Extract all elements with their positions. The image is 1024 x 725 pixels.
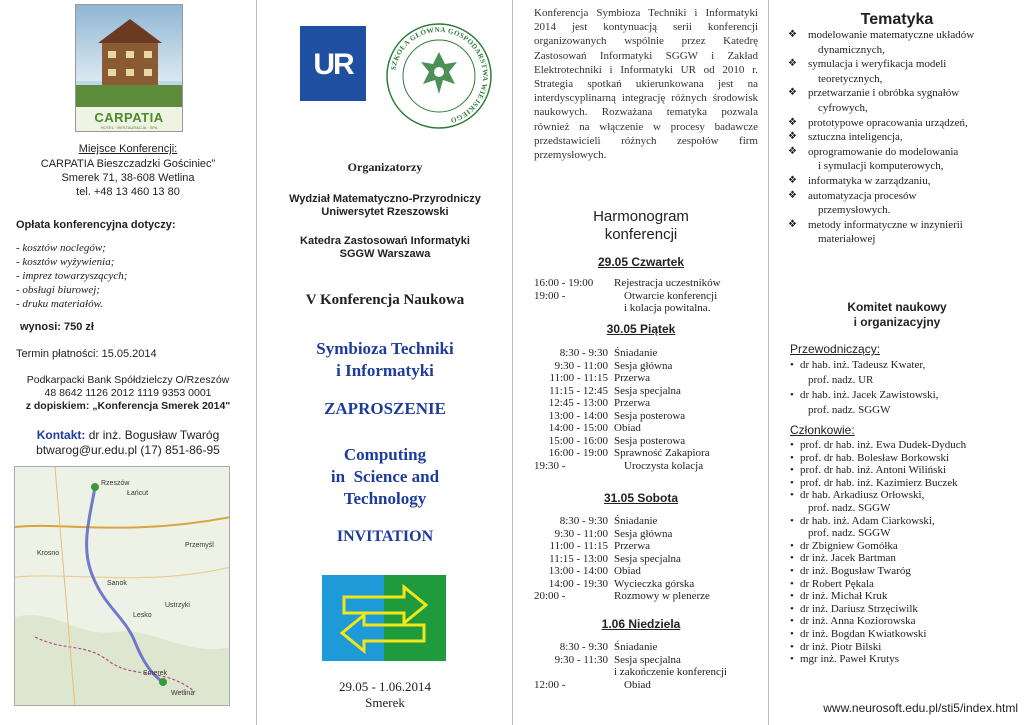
schedule-row	[534, 515, 764, 528]
schedule-time: 13:00 - 14:00	[548, 565, 608, 577]
schedule-event: Sesja główna	[614, 359, 673, 372]
chair-item	[790, 358, 1020, 388]
fold-line	[256, 0, 257, 725]
person-title: prof. nadz. SGGW	[808, 527, 891, 540]
website-url: www.neurosoft.edu.pl/sti5/index.html	[823, 701, 1018, 715]
schedule-title-line-2: konferencji	[604, 226, 678, 243]
topic-text: modelowanie matematyczne układów	[808, 29, 975, 41]
person-name: dr hab. Arkadiusz Orłowski,	[800, 489, 925, 502]
diamond-bullet-icon: ❖	[788, 218, 797, 230]
transfer-note: z dopiskiem: „Konferencja Smerek 2014"	[25, 400, 231, 412]
organizer-1-line-1: Wydział Matematyczno-Przyrodniczy	[289, 193, 481, 205]
schedule-row	[534, 641, 764, 654]
topic-text-cont: teoretycznych,	[818, 72, 883, 85]
sggw-logo	[385, 22, 493, 130]
topic-text: metody informatyczne w inzynierii	[808, 218, 963, 231]
day-heading: 30.05 Piątek	[606, 322, 676, 336]
day-schedule	[534, 515, 764, 603]
person-name: dr hab. inż. Jacek Zawistowski,	[800, 389, 939, 401]
fee-item: - obsługi biurowej;	[16, 283, 246, 297]
schedule-row	[534, 277, 764, 290]
person-name: dr inż. Bogdan Kwiatkowski	[800, 627, 927, 640]
schedule-time: 12:45 - 13:00	[548, 397, 608, 409]
fee-item: - kosztów wyżywienia;	[16, 255, 246, 269]
topic-item	[788, 86, 1018, 115]
person-name: dr hab. inż. Tadeusz Kwater,	[800, 359, 926, 371]
schedule-time: 19:00 -	[534, 289, 566, 302]
schedule-event: Przerwa	[614, 397, 651, 409]
schedule-row	[534, 302, 764, 315]
members-label: Członkowie:	[790, 423, 855, 437]
schedule-row	[534, 397, 764, 410]
map-label: Rzeszów	[101, 480, 130, 487]
topic-item	[788, 28, 1018, 57]
conference-name-en-2: in Science and	[330, 467, 440, 486]
topics-column	[770, 0, 1024, 725]
schedule-time: 11:15 - 13:00	[549, 552, 608, 565]
diamond-bullet-icon: ❖	[788, 116, 797, 128]
member-item	[790, 477, 1020, 490]
members-list	[790, 439, 1020, 666]
schedule-event: Obiad	[614, 422, 641, 434]
conference-name-pl-1: Symbioza Techniki	[316, 339, 454, 358]
hotel-photo	[75, 4, 183, 132]
person-name: dr inż. Piotr Bilski	[800, 640, 882, 653]
fee-heading: Opłata konferencyjna dotyczy:	[16, 219, 176, 231]
schedule-time	[534, 666, 614, 679]
schedule-row	[534, 422, 764, 435]
schedule-row	[534, 666, 764, 679]
invitation-en: INVITATION	[336, 528, 434, 545]
schedule-event: Sesja specjalna	[614, 384, 681, 397]
member-item	[790, 590, 1020, 603]
venue-phone: tel. +48 13 460 13 80	[76, 186, 180, 198]
schedule-event: Sesja główna	[614, 527, 673, 540]
member-item	[790, 565, 1020, 578]
member-item	[790, 515, 1020, 540]
fee-items	[16, 241, 246, 311]
intro-paragraph: Konferencja Symbioza Techniki i Informatyki 2014 jest kontynuacją serii konferencji organizowanych wspólnie przez Katedrę Zastosowań Informatyki SGGW i Zakład Elektrotechniki i Informatyki UR od 2010 r. Strategia spotkań ukierunkowana jest na interdyscyplinarną integrację różnych środowisk naukowych. Rozważana tematyka pozwala również na włączenie w procesy badawcze przedstawicieli różnych zespołów firm przemysłowych.	[534, 7, 758, 162]
person-name: dr inż. Dariusz Strzęciwilk	[800, 602, 918, 615]
topic-item	[788, 174, 1018, 189]
member-item	[790, 552, 1020, 565]
schedule-row	[534, 447, 764, 460]
committee-heading-line-2: i organizacyjny	[853, 315, 941, 329]
member-item	[790, 641, 1020, 654]
committee-heading	[770, 300, 1024, 330]
topic-item	[788, 218, 1018, 247]
diamond-bullet-icon: ❖	[788, 145, 797, 157]
day-schedule	[534, 277, 764, 315]
topic-text: symulacja i weryfikacja modeli	[808, 58, 947, 71]
schedule-time	[534, 302, 614, 315]
schedule-event: Obiad	[624, 678, 651, 691]
schedule-row	[534, 410, 764, 423]
topics-list	[788, 28, 1018, 247]
venue-address: Smerek 71, 38-608 Wetlina	[61, 172, 195, 184]
schedule-row	[534, 372, 764, 385]
sggw-ring-text: SZKOŁA GŁÓWNA GOSPODARSTWA WIEJSKIEGO	[389, 25, 490, 125]
map-label: Krosno	[37, 550, 60, 557]
schedule-time: 13:00 - 14:00	[548, 409, 608, 422]
member-item	[790, 603, 1020, 616]
committee-heading-line-1: Komitet naukowy	[847, 300, 947, 314]
day-heading: 29.05 Czwartek	[597, 255, 685, 269]
topic-text: automatyzacja procesów	[808, 189, 917, 202]
schedule-event: Sprawność Zakapiora	[614, 447, 710, 459]
schedule-event: Uroczysta kolacja	[624, 459, 704, 472]
organizer-2-line-1: Katedra Zastosowań Informatyki	[300, 235, 470, 247]
member-item	[790, 464, 1020, 477]
schedule-time: 14:00 - 15:00	[548, 422, 608, 434]
schedule-row	[534, 435, 764, 448]
person-name: prof. dr hab. inż. Antoni Wiliński	[800, 464, 947, 477]
organizer-1-line-2: Uniwersytet Rzeszowski	[321, 206, 449, 218]
contact-person: dr inż. Bogusław Twaróg	[88, 428, 220, 442]
person-name: dr inż. Anna Koziorowska	[800, 615, 916, 628]
schedule-row	[534, 460, 764, 473]
day-schedule	[534, 347, 764, 472]
schedule-time: 11:00 - 11:15	[549, 372, 608, 384]
diamond-bullet-icon: ❖	[788, 174, 797, 186]
person-name: dr Zbigniew Gomółka	[800, 539, 898, 552]
schedule-time: 8:30 - 9:30	[559, 347, 608, 359]
schedule-row	[534, 360, 764, 373]
schedule-time: 8:30 - 9:30	[559, 641, 608, 653]
topic-text: prototypowe opracowania urządzeń,	[808, 116, 968, 129]
organizers-heading: Organizatorzy	[347, 160, 423, 174]
person-name: dr inż. Bogusław Twaróg	[800, 564, 911, 577]
fold-line	[512, 0, 513, 725]
schedule-time: 8:30 - 9:30	[559, 515, 608, 527]
member-item	[790, 439, 1020, 452]
person-name: prof. dr hab. Bolesław Borkowski	[800, 451, 950, 464]
conference-place: Smerek	[365, 695, 405, 710]
topics-heading: Tematyka	[860, 11, 934, 28]
map-label: Lesko	[133, 612, 152, 619]
schedule-event: Śniadanie	[614, 641, 658, 653]
schedule-time: 11:15 - 12:45	[549, 384, 608, 397]
diamond-bullet-icon: ❖	[788, 131, 797, 143]
schedule-time: 11:00 - 11:15	[549, 540, 608, 552]
ur-logo	[300, 26, 366, 101]
schedule-event: Przerwa	[614, 372, 651, 384]
topic-item	[788, 130, 1018, 145]
carpatia-logo: CARPATIA	[94, 110, 164, 125]
map-label: Ustrzyki	[165, 602, 190, 609]
day-heading: 1.06 Niedziela	[601, 617, 681, 631]
schedule-time: 15:00 - 16:00	[548, 434, 608, 447]
schedule-event: Sesja specjalna	[614, 653, 681, 666]
topic-text-cont: cyfrowych,	[818, 101, 868, 114]
schedule-row	[534, 590, 764, 603]
person-title: prof. nadz. UR	[808, 374, 874, 386]
topic-item	[788, 189, 1018, 218]
map-label: Łańcut	[127, 490, 149, 497]
schedule-row	[534, 528, 764, 541]
schedule-event: Rozmowy w plenerze	[614, 590, 710, 602]
schedule-event: Wycieczka górska	[614, 577, 695, 590]
person-name: mgr inż. Paweł Krutys	[800, 653, 899, 666]
day-heading: 31.05 Sobota	[603, 491, 679, 505]
route-map	[14, 466, 230, 706]
fee-item: - druku materiałów.	[16, 297, 246, 311]
person-name: dr inż. Michał Kruk	[800, 590, 888, 603]
conference-name-en-3: Technology	[343, 489, 427, 508]
schedule-row	[534, 654, 764, 667]
fee-amount: wynosi: 750 zł	[20, 321, 94, 333]
member-item	[790, 578, 1020, 591]
topic-item	[788, 57, 1018, 86]
schedule-time: 14:00 - 19:30	[548, 577, 608, 590]
schedule-row	[534, 290, 764, 303]
schedule-event: Obiad	[614, 565, 641, 577]
topic-text: przetwarzanie i obróbka sygnałów	[808, 87, 960, 100]
schedule-time: 19:30 -	[534, 459, 566, 472]
schedule-row	[534, 679, 764, 692]
schedule-time: 9:30 - 11:00	[554, 527, 608, 540]
person-name: prof. dr hab. inż. Ewa Dudek-Dyduch	[800, 439, 967, 451]
contact-line	[0, 428, 256, 442]
schedule-title-line-1: Harmonogram	[593, 208, 689, 225]
topic-text: sztuczna inteligencja,	[808, 131, 903, 144]
schedule-event: Rejestracja uczestników	[614, 277, 721, 289]
payment-deadline: Termin płatności: 15.05.2014	[16, 348, 157, 360]
venue-column	[0, 0, 256, 725]
topic-item	[788, 145, 1018, 174]
fee-item: - kosztów noclegów;	[16, 241, 246, 255]
member-item	[790, 615, 1020, 628]
schedule-time: 9:30 - 11:00	[554, 359, 608, 372]
program-column	[514, 0, 768, 725]
schedule-time: 12:00 -	[534, 678, 566, 691]
schedule-row	[534, 385, 764, 398]
member-item	[790, 489, 1020, 514]
topic-text-cont: materiałowej	[818, 233, 876, 246]
schedule-time: 16:00 - 19:00	[548, 447, 608, 459]
member-item	[790, 628, 1020, 641]
diamond-bullet-icon: ❖	[788, 29, 797, 40]
schedule-time: 16:00 - 19:00	[534, 277, 594, 289]
schedule-title	[514, 208, 768, 244]
conference-name-en-1: Computing	[343, 445, 427, 464]
diamond-bullet-icon: ❖	[788, 58, 797, 70]
topic-text: informatyka w zarządzaniu,	[808, 174, 931, 187]
person-title: prof. nadz. SGGW	[808, 501, 891, 514]
schedule-event: Śniadanie	[614, 347, 658, 359]
fold-line	[768, 0, 769, 725]
member-item	[790, 540, 1020, 553]
topic-item	[788, 116, 1018, 131]
cover-column	[258, 0, 512, 725]
conference-name-pl-2: i Informatyki	[336, 361, 434, 380]
schedule-event: Sesja specjalna	[614, 552, 681, 565]
conference-dates: 29.05 - 1.06.2014	[338, 679, 432, 694]
organizer-2-line-2: SGGW Warszawa	[339, 248, 431, 260]
bank-name: Podkarpacki Bank Spółdzielczy O/Rzeszów	[26, 374, 230, 386]
schedule-event: Otwarcie konferencji	[624, 289, 718, 302]
invitation-pl: ZAPROSZENIE	[324, 399, 446, 418]
topic-text-cont: dynamicznych,	[818, 43, 885, 56]
venue-label: Miejsce Konferencji:	[78, 143, 178, 155]
chairs-label: Przewodniczący:	[790, 342, 881, 356]
schedule-event: i zakończenie konferencji	[614, 666, 727, 678]
schedule-time: 20:00 -	[534, 590, 566, 602]
schedule-event: Sesja posterowa	[614, 409, 686, 422]
schedule-row	[534, 347, 764, 360]
contact-email-phone: btwarog@ur.edu.pl (17) 851-86-95	[36, 443, 220, 457]
schedule-event: Śniadanie	[614, 515, 658, 527]
person-name: dr inż. Jacek Bartman	[800, 552, 896, 565]
map-label: Przemyśl	[185, 542, 214, 549]
schedule-row	[534, 578, 764, 591]
map-graphic	[15, 467, 230, 706]
diamond-bullet-icon: ❖	[788, 87, 797, 99]
schedule-time: 9:30 - 11:30	[554, 653, 608, 666]
topic-text: oprogramowanie do modelowania	[808, 145, 959, 158]
person-name: prof. dr hab. inż. Kazimierz Buczek	[800, 476, 958, 489]
person-name: dr Robert Pękala	[800, 577, 874, 590]
schedule-row	[534, 553, 764, 566]
fee-item: - imprez towarzyszących;	[16, 269, 246, 283]
chair-item	[790, 388, 1020, 418]
arrows-logo	[322, 575, 446, 661]
venue-name: CARPATIA Bieszczadzki Gościniec”	[40, 158, 216, 170]
person-name: dr hab. inż. Adam Ciarkowski,	[800, 514, 935, 527]
carpatia-logo-sub: HOTEL · RESTAURACJA · SPA	[100, 125, 158, 130]
topic-text-cont: i symulacji komputerowych,	[818, 160, 944, 173]
diamond-bullet-icon: ❖	[788, 189, 797, 201]
chairs-list	[790, 358, 1020, 418]
conference-edition: V Konferencja Naukowa	[305, 292, 465, 308]
ur-logo-text: UR	[313, 48, 353, 81]
member-item	[790, 452, 1020, 465]
map-label: Sanok	[107, 580, 127, 587]
person-title: prof. nadz. SGGW	[808, 404, 891, 416]
day-schedule	[534, 641, 764, 691]
topic-text-cont: przemysłowych.	[818, 204, 891, 217]
bank-account: 48 8642 1126 2012 1119 9353 0001	[44, 387, 212, 399]
contact-label: Kontakt:	[36, 428, 86, 442]
map-label: Wetlina	[171, 690, 195, 697]
schedule-row	[534, 540, 764, 553]
schedule-event: i kolacja powitalna.	[624, 302, 711, 314]
schedule-event: Przerwa	[614, 540, 651, 552]
schedule-event: Sesja posterowa	[614, 434, 686, 447]
schedule-row	[534, 565, 764, 578]
member-item	[790, 653, 1020, 666]
map-label: Smerek	[143, 670, 168, 677]
